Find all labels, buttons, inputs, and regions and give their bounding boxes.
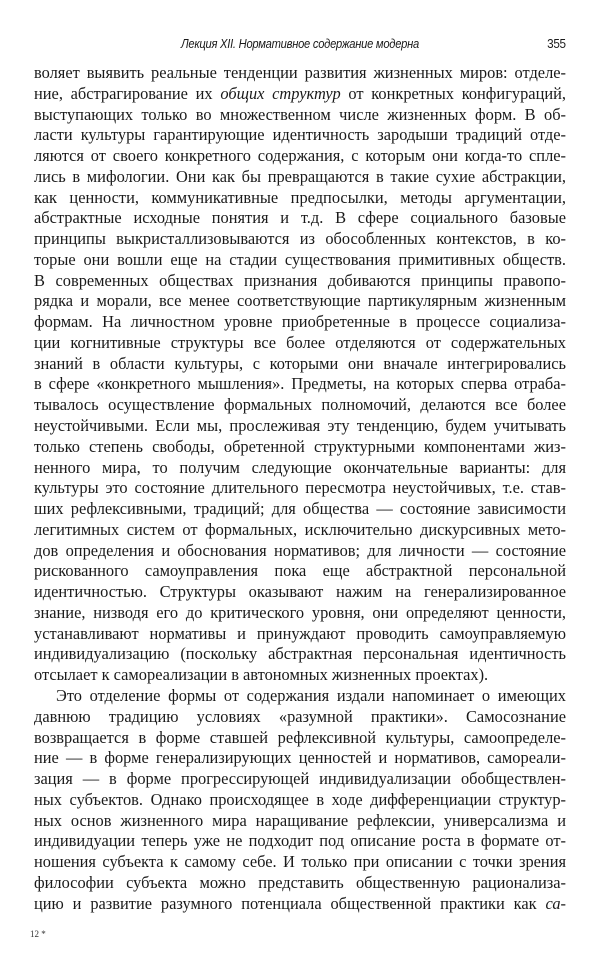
text-line: ных основ жизненного мира наращивание рефлексии, универсализма и [34, 810, 566, 830]
text-line: устанавливают нормативы и принуждают проводить самоуправляемую [34, 623, 566, 643]
emphasis-text: общих структур [220, 83, 341, 103]
text-fragment: от конкретных конфигураций, [340, 83, 566, 103]
text-line: давнюю традицию условиях «разумной практики». Самосознание [34, 706, 566, 726]
emphasis-text: са- [545, 893, 566, 913]
text-fragment: цию и развитие разумного потенциала общественной практики как [34, 893, 546, 913]
text-line: знание, низводя его до критического уровня, они определяют ценности, [34, 602, 566, 622]
text-line: ных субъектов. Однако происходящее в ходе дифференциации структур- [34, 789, 566, 809]
text-line: рядка и морали, все менее соответствующие партикулярным жизненным [34, 291, 566, 311]
paragraph-2 [34, 686, 566, 914]
text-line: как ценности, коммуникативные предпосылки, методы аргументации, [34, 187, 566, 207]
running-title: Лекция XII. Нормативное содержание модерна [180, 36, 419, 51]
text-line: ции когнитивные структуры все более отделяются от содержательных [34, 332, 566, 352]
text-line: торые они вошли еще на стадии существования примитивных обществ. [34, 249, 566, 269]
text-fragment: ние, абстрагирование их [34, 83, 221, 103]
text-line: ненного мира, то получим следующие окончательные варианты: для [34, 457, 566, 477]
text-line: В современных обществах признания добиваются принципы правопо- [34, 270, 566, 290]
text-line: идентичностью. Структуры оказывают нажим на генерализированное [34, 582, 566, 602]
signature-mark: 12 * [30, 929, 46, 939]
text-line: воляет выявить реальные тенденции развития жизненных миров: отделе- [34, 63, 566, 82]
text-line: тывалось осуществление формальных полномочий, делаются все более [34, 395, 566, 415]
running-head [34, 36, 566, 54]
text-line: ние — в форме генерализирующих ценностей и нормативов, самореали- [34, 748, 566, 768]
text-line: отсылает к самореализации в автономных жизненных проектах). [34, 665, 489, 685]
text-line: философии субъекта можно представить общественную рационализа- [34, 872, 566, 892]
text-line: абстрактные исходные понятия и т.д. В сфере социального базовые [34, 208, 566, 228]
text-line: возвращается в форме ставшей рефлексивной культуры, самоопределе- [34, 727, 566, 747]
text-line: рискованного самоуправления пока еще абстрактной персональной [34, 561, 566, 581]
text-line: ласти культуры гарантирующие идентичность зародыши традиций отде- [34, 125, 566, 145]
text-line: принципы выкристаллизовываются из обособленных контекстов, в ко- [34, 229, 566, 249]
page-number: 355 [547, 36, 566, 51]
text-line: Это отделение формы от содержания издали напоминает о имеющих [56, 685, 566, 705]
text-line: легитимных систем от формальных, исключительно дискурсивных мето- [34, 519, 566, 539]
body-text [34, 63, 566, 914]
text-line: зация — в форме прогрессирующей индивидуализации обобществлен- [34, 769, 566, 789]
text-line: неустойчивыми. Если мы, прослеживая эту тенденцию, будем учитывать [34, 416, 566, 436]
text-line: выступающих только во множественном числе жизненных форм. В об- [34, 104, 566, 124]
text-line: лись в мифологии. Они как бы превращаются в такие сухие абстракции, [34, 166, 566, 186]
text-line [34, 894, 566, 915]
text-line: индивидуации теперь уже не подходит под описание роста в формате от- [34, 831, 566, 851]
text-line: дов определения и обоснования нормативов; для личности — состояние [34, 540, 566, 560]
text-line: в сфере «конкретного мышления». Предметы, на которых сперва отраба- [34, 374, 566, 394]
text-line: культуры это состояние длительного пересмотра неустойчивых, т.е. став- [34, 478, 566, 498]
text-line: индивидуализацию (поскольку абстрактная персональная идентичность [34, 644, 566, 664]
text-line [34, 84, 566, 105]
text-line: знаний в области культуры, с которыми они вначале интегрировались [34, 353, 566, 373]
text-line: формам. На личностном уровне приобретенные в процессе социализа- [34, 312, 566, 332]
text-line: ношения субъекта к самому себе. И только при описании с точки зрения [34, 852, 566, 872]
text-line: только степень свободы, обретенной структурными компонентами жиз- [34, 436, 566, 456]
paragraph-1 [34, 63, 566, 686]
text-line: ляются от своего конкретного содержания, с которым они когда-то спле- [34, 146, 566, 166]
text-line: ших рефлексивными, традиций; для общества — состояние зависимости [34, 499, 566, 519]
